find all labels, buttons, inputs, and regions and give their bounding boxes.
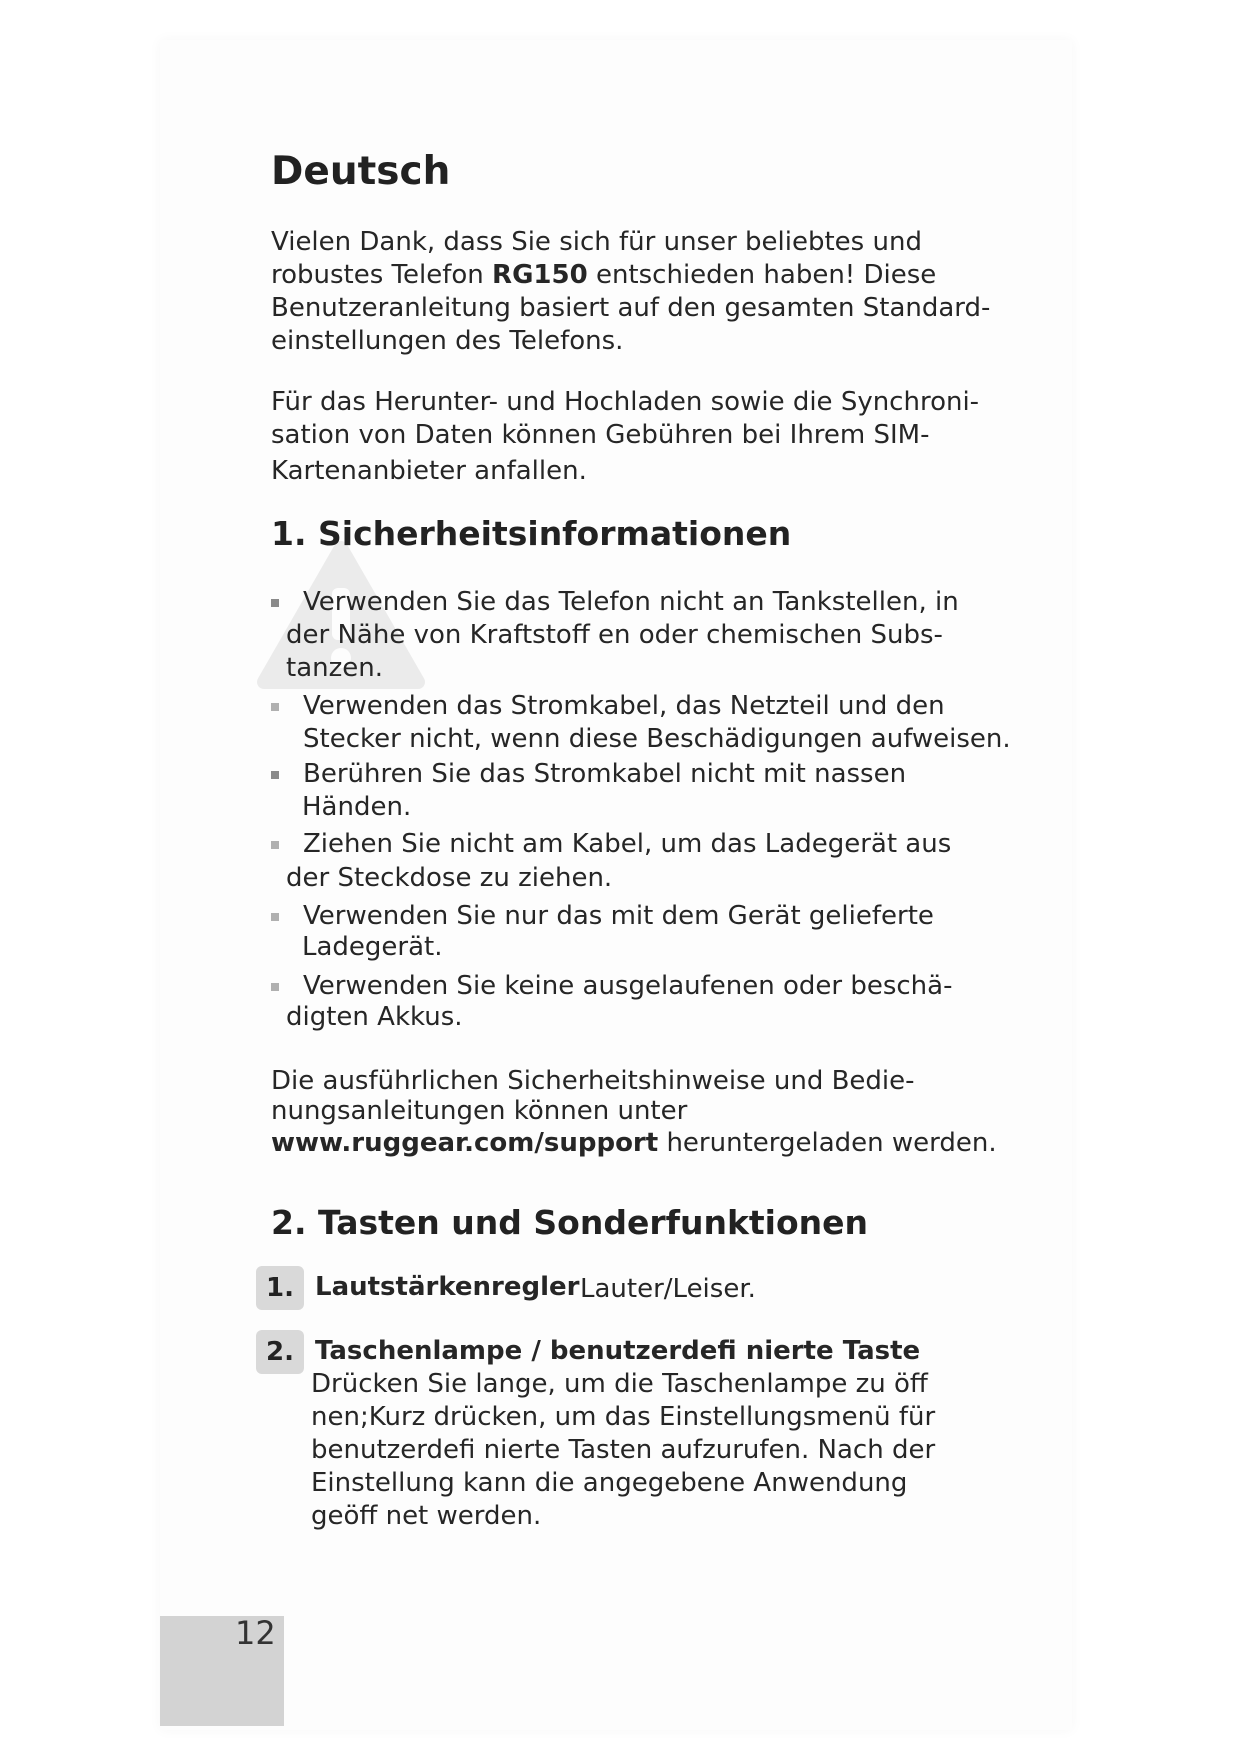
bullet-icon	[271, 913, 279, 921]
key-1-title: Lautstärkenregler	[315, 1272, 580, 1302]
bullet-icon	[271, 771, 279, 779]
page-title: Deutsch	[271, 149, 451, 194]
details-paragraph	[271, 1066, 997, 1160]
data-note-line-1: Für das Herunter- und Hochladen sowie die Synchroni-	[271, 387, 980, 417]
intro-line-3: Benutzeranleitung basiert auf den gesamten Standard-	[271, 293, 991, 323]
key-2-description: Drücken Sie lange, um die Taschenlampe zu öff nen;Kurz drücken, um das Einstellungsmenü für benutzerdefi nierte Tasten aufzurufen. Nach der Einstellung kann die angegebene Anwendung geöff net werden.	[311, 1369, 936, 1531]
support-link[interactable]: www.ruggear.com/support	[271, 1128, 659, 1158]
bullet-icon	[271, 599, 279, 607]
section-1-heading: 1. Sicherheitsinformationen	[271, 514, 792, 553]
model-name: RG150	[492, 260, 588, 290]
data-note-line-2: sation von Daten können Gebühren bei Ihrem SIM-	[271, 420, 930, 450]
details-line-3: www.ruggear.com/support heruntergeladen werden.	[271, 1128, 997, 1158]
section-2-heading: 2. Tasten und Sonderfunktionen	[271, 1203, 869, 1242]
key-number-badge: 1.	[256, 1266, 304, 1310]
intro-line-1: Vielen Dank, dass Sie sich für unser beliebtes und	[271, 227, 922, 257]
bullet-icon	[271, 841, 279, 849]
details-line-2: nungsanleitungen können unter	[271, 1096, 688, 1126]
data-note-line-3: Kartenanbieter anfallen.	[271, 456, 587, 486]
intro-line-4: einstellungen des Telefons.	[271, 326, 624, 356]
details-line-1: Die ausführlichen Sicherheitshinweise und Bedie-	[271, 1066, 915, 1096]
bullet-icon	[271, 703, 279, 711]
intro-paragraph	[271, 226, 991, 358]
key-1-description: Lauter/Leiser.	[580, 1274, 756, 1304]
key-number-badge: 2.	[256, 1330, 304, 1374]
intro-line-2: robustes Telefon RG150 entschieden haben! Diese	[271, 260, 937, 290]
page-number: 12	[235, 1614, 276, 1652]
data-charges-paragraph	[271, 386, 991, 488]
bullet-icon	[271, 983, 279, 991]
key-2-title: Taschenlampe / benutzerdefi nierte Taste	[315, 1336, 921, 1366]
